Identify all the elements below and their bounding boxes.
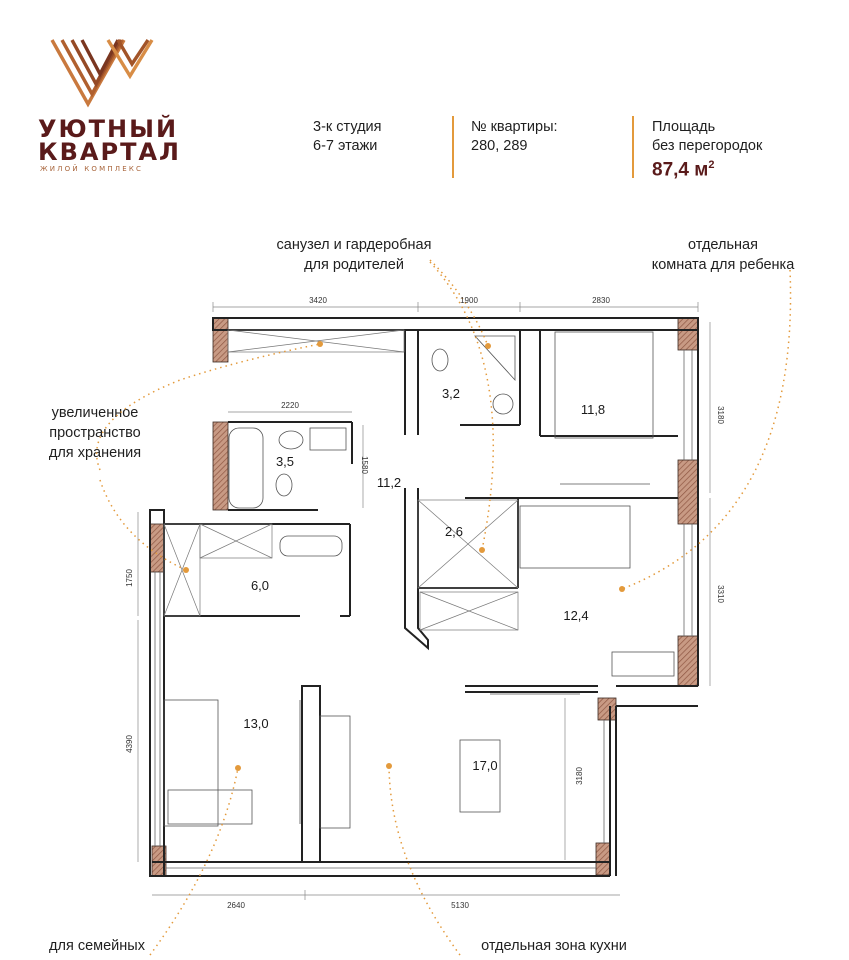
dim-storage-height: 1750 [125, 569, 134, 587]
brand-subtitle: ЖИЛОЙ КОМПЛЕКС [40, 165, 144, 173]
apartment-number-label: № квартиры: [471, 119, 558, 135]
room-hall: 11,2 [376, 475, 402, 490]
area-value: 87,4 $м^2$ [652, 159, 715, 181]
area-label-line1: Площадь [652, 119, 716, 135]
annotation-storage-line1: увеличенное [51, 405, 139, 421]
bed-parents [555, 332, 653, 438]
annotation-storage-line3: для хранения [48, 445, 142, 461]
washing-machine [310, 428, 346, 450]
room-bath-main: 3,5 [275, 454, 295, 469]
sink [279, 431, 303, 449]
apartment-type: 3-к студия [313, 119, 382, 135]
brand-name-line1: УЮТНЫЙ [38, 115, 179, 143]
room-bedroom: 11,8 [580, 402, 606, 417]
interior-walls [150, 318, 698, 876]
annotation-bath-wardrobe-line2: для родителей [304, 257, 404, 273]
annotation-bath-wardrobe-line1: санузел и гардеробная [276, 237, 432, 253]
room-kitchen: 17,0 [472, 758, 498, 773]
annotation-kitchen-zone-line1: отдельная зона кухни [481, 938, 627, 954]
room-bath-parents: 3,2 [441, 386, 461, 401]
dim-top-mid: 1900 [460, 296, 478, 305]
sofa [164, 700, 218, 826]
apartment-floors: 6-7 этажи [313, 138, 378, 154]
dim-bath-height: 1580 [360, 456, 369, 474]
bathtub-storage [280, 536, 342, 556]
dim-bath-width: 2220 [281, 401, 299, 410]
marker-storage-room [183, 567, 189, 573]
annotation-child-room-line1: отдельная [688, 237, 758, 253]
dimension-lines [138, 302, 710, 900]
annotation-family-line1: для семейных [49, 938, 145, 954]
toilet-parents [432, 349, 448, 371]
marker-living [235, 765, 241, 771]
marker-child-room [619, 586, 625, 592]
dim-top-left: 3420 [309, 296, 327, 305]
dim-living-height: 4390 [125, 735, 134, 753]
area-unit-sup: 2 [708, 159, 715, 171]
annotation-leaders [97, 260, 791, 955]
room-child: 12,4 [563, 608, 589, 623]
bed-child [520, 506, 630, 568]
sink-parents [493, 394, 513, 414]
marker-kitchen [386, 763, 392, 769]
room-storage: 6,0 [250, 578, 270, 593]
brand-name-line2: КВАРТАЛ [38, 138, 181, 166]
room-living: 13,0 [243, 716, 269, 731]
apartment-number-value: 280, 289 [471, 138, 528, 154]
sofa-section [168, 790, 252, 824]
dim-child-height: 3310 [716, 585, 725, 603]
annotation-storage-line2: пространство [49, 425, 141, 441]
desk [612, 652, 674, 676]
dim-bedroom-height: 3180 [716, 406, 725, 424]
area-label-line2: без перегородок [652, 138, 763, 154]
toilet-main [276, 474, 292, 496]
dining-table [460, 740, 500, 812]
dim-bottom-left: 2640 [227, 901, 245, 910]
marker-bath-parents [485, 343, 491, 349]
bathtub [229, 428, 263, 508]
dim-top-right: 2830 [592, 296, 610, 305]
annotation-child-room-line2: комната для ребенка [651, 257, 795, 273]
shower-parents [475, 336, 515, 380]
dim-kitchen-height: 3180 [575, 767, 584, 785]
room-wardrobe: 2,6 [444, 524, 464, 539]
dim-bottom-right: 5130 [451, 901, 469, 910]
kitchen-counter [320, 716, 350, 828]
